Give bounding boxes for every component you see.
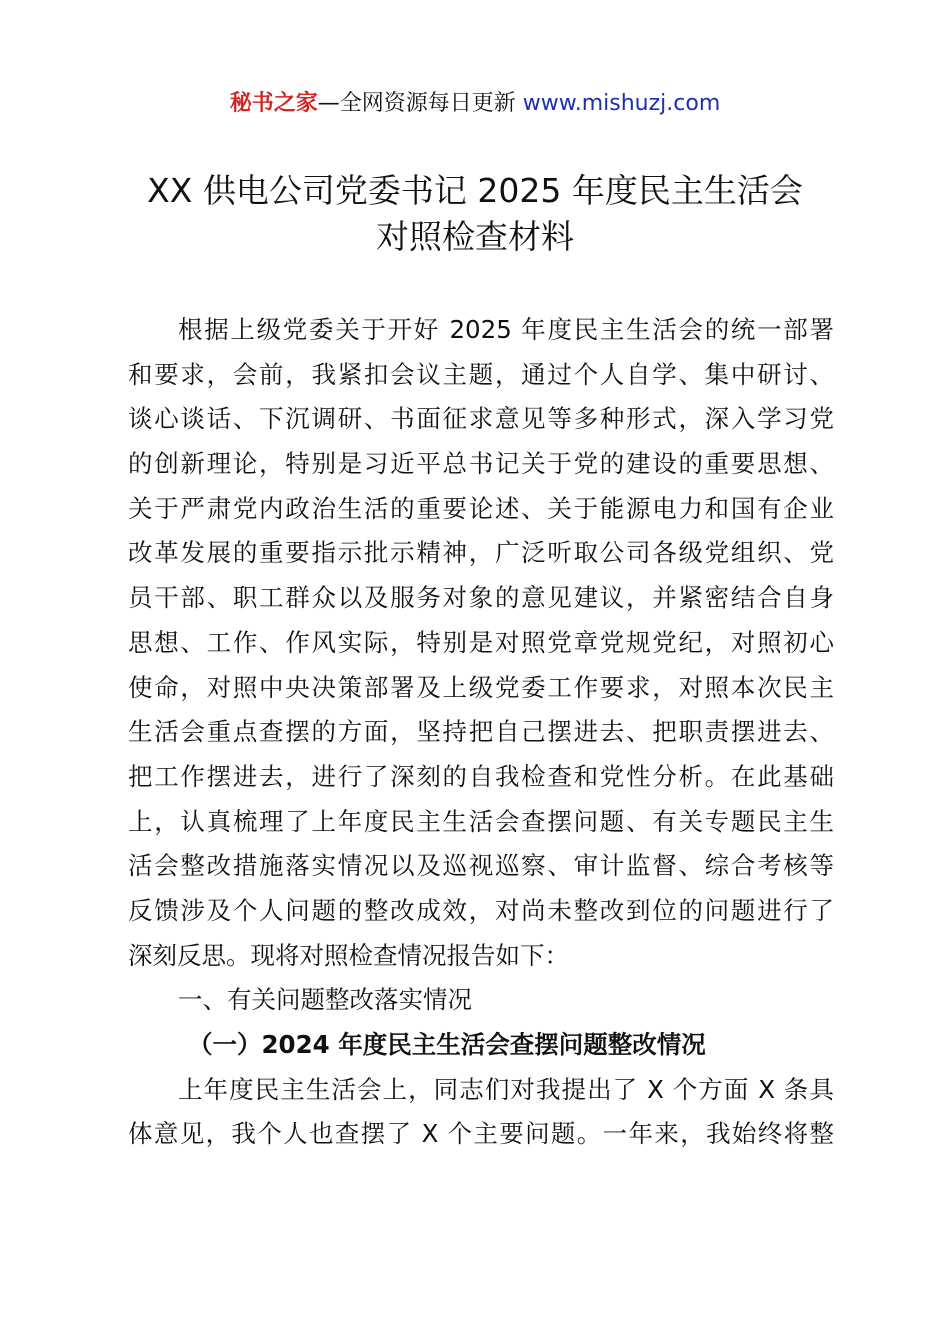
document-title [0, 168, 950, 260]
site-brand: 秘书之家 [229, 91, 318, 116]
paragraph-line: 思想、工作、作风实际，特别是对照党章党规党纪，对照初心 [128, 627, 834, 657]
paragraph-line: 深刻反思。现将对照检查情况报告如下： [128, 940, 569, 970]
intro-paragraph [128, 308, 834, 978]
paragraph-line: 生活会重点查摆的方面，坚持把自己摆进去、把职责摆进去、 [128, 717, 834, 747]
site-url-link[interactable]: www.mishuzj.com [522, 91, 721, 116]
paragraph-line: 和要求，会前，我紧扣会议主题，通过个人自学、集中研讨、 [128, 359, 834, 389]
paragraph-line: 员干部、职工群众以及服务对象的意见建议，并紧密结合自身 [128, 583, 834, 613]
paragraph-line: 体意见，我个人也查摆了 X 个主要问题。一年来，我始终将整 [128, 1119, 834, 1149]
paragraph-line: 改革发展的重要指示批示精神，广泛听取公司各级党组织、党 [128, 538, 834, 568]
paragraph-line: 关于严肃党内政治生活的重要论述、关于能源电力和国有企业 [128, 493, 834, 523]
subsection-heading: （一）2024 年度民主生活会查摆问题整改情况 [188, 1030, 706, 1059]
paragraph-line: 谈心谈话、下沉调研、书面征求意见等多种形式，深入学习党 [128, 404, 834, 434]
document-title-line-1: XX 供电公司党委书记 2025 年度民主生活会 [147, 171, 803, 210]
document-body [128, 308, 834, 1157]
paragraph-line: 把工作摆进去，进行了深刻的自我检查和党性分析。在此基础 [128, 761, 834, 791]
site-tagline: —全网资源每日更新 [317, 91, 523, 116]
paragraph-line: 反馈涉及个人问题的整改成效，对尚未整改到位的问题进行了 [128, 895, 834, 925]
paragraph-line: 使命，对照中央决策部署及上级党委工作要求，对照本次民主 [128, 672, 834, 702]
section-heading: 一、有关问题整改落实情况 [178, 985, 472, 1015]
paragraph-line: 的创新理论，特别是习近平总书记关于党的建设的重要思想、 [128, 449, 834, 479]
document-title-line-2: 对照检查材料 [376, 217, 574, 256]
rectification-paragraph [128, 1068, 834, 1157]
site-banner [0, 88, 950, 120]
paragraph-line: 根据上级党委关于开好 2025 年度民主生活会的统一部署 [178, 315, 834, 344]
paragraph-line: 上，认真梳理了上年度民主生活会查摆问题、有关专题民主生 [128, 806, 834, 836]
paragraph-line: 上年度民主生活会上，同志们对我提出了 X 个方面 X 条具 [178, 1074, 834, 1104]
paragraph-line: 活会整改措施落实情况以及巡视巡察、审计监督、综合考核等 [128, 851, 834, 881]
